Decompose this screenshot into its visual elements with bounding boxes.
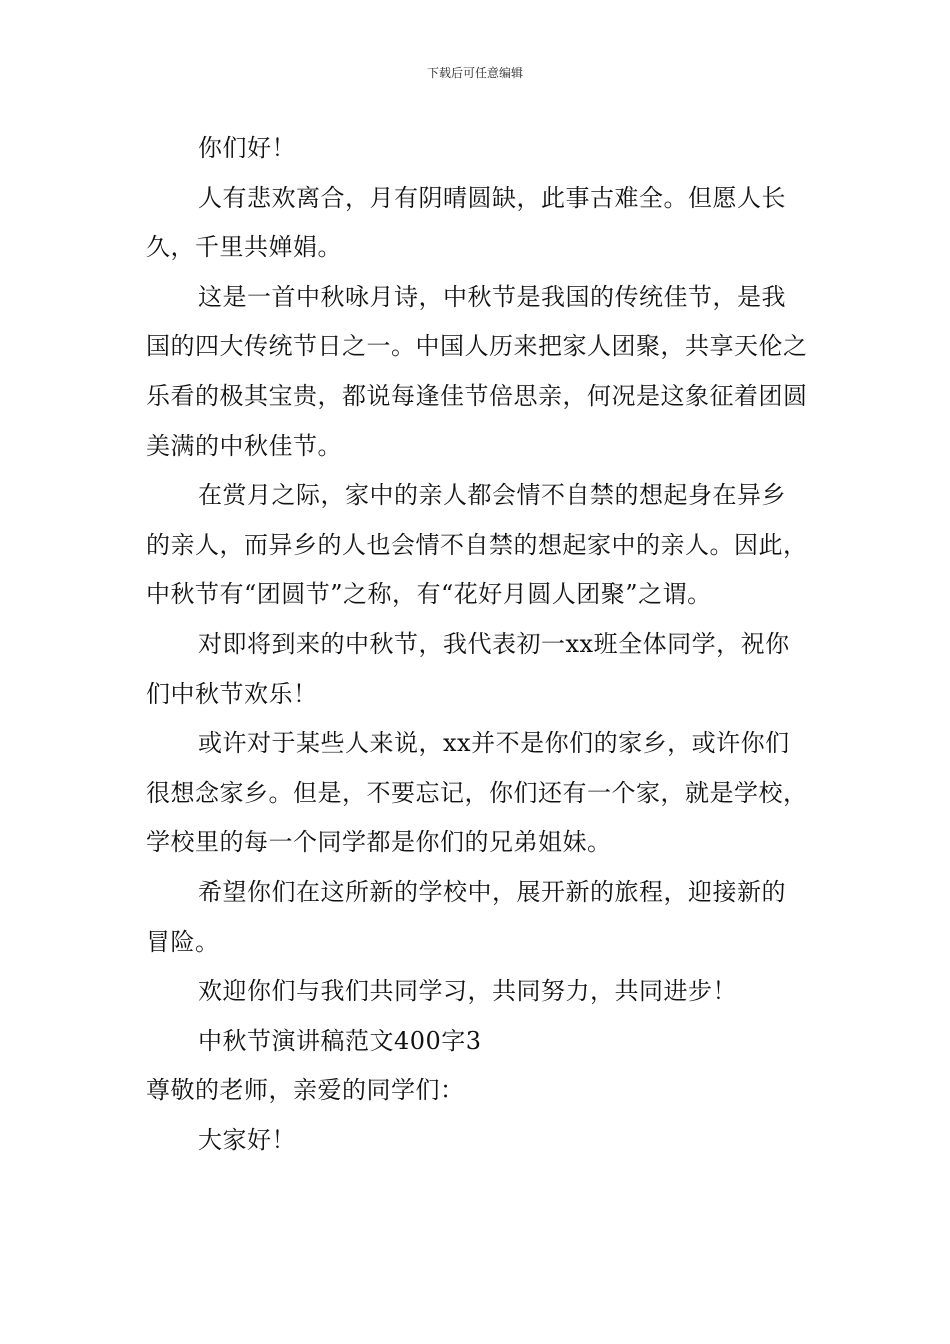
festival-intro-paragraph: 这是一首中秋咏月诗，中秋节是我国的传统佳节，是我国的四大传统节日之一。中国人历来把家人团聚，共享天伦之乐看的极其宝贵，都说每逢佳节倍思亲，何况是这象征着团圆美满的中秋佳节。 [146,282,808,460]
page-header: 下载后可任意编辑 [426,66,523,80]
hometown-paragraph: 或许对于某些人来说，xx并不是你们的家乡，或许你们很想念家乡。但是，不要忘记，你们还有一个家，就是学校，学校里的每一个同学都是你们的兄弟姐妹。 [146,729,808,857]
welcome-paragraph: 欢迎你们与我们共同学习，共同努力，共同进步！ [198,977,737,1006]
document-body [146,124,810,1165]
greeting-paragraph-2: 大家好！ [198,1125,296,1154]
moon-viewing-paragraph: 在赏月之际，家中的亲人都会情不自禁的想起身在异乡的亲人，而异乡的人也会情不自禁的想起家中的亲人。因此，中秋节有“团圆节”之称，有“花好月圆人团聚”之谓。 [146,481,808,609]
hope-paragraph: 希望你们在这所新的学校中，展开新的旅程，迎接新的冒险。 [146,877,786,956]
salutation-paragraph: 尊敬的老师，亲爱的同学们： [146,1076,465,1105]
poem-paragraph: 人有悲欢离合，月有阴晴圆缺，此事古难全。但愿人长久，千里共婵娟。 [146,183,786,262]
greeting-paragraph: 你们好！ [198,134,296,162]
wishes-paragraph: 对即将到来的中秋节，我代表初一xx班全体同学，祝你们中秋节欢乐！ [146,629,790,708]
section-title: 中秋节演讲稿范文400字3 [198,1026,482,1055]
